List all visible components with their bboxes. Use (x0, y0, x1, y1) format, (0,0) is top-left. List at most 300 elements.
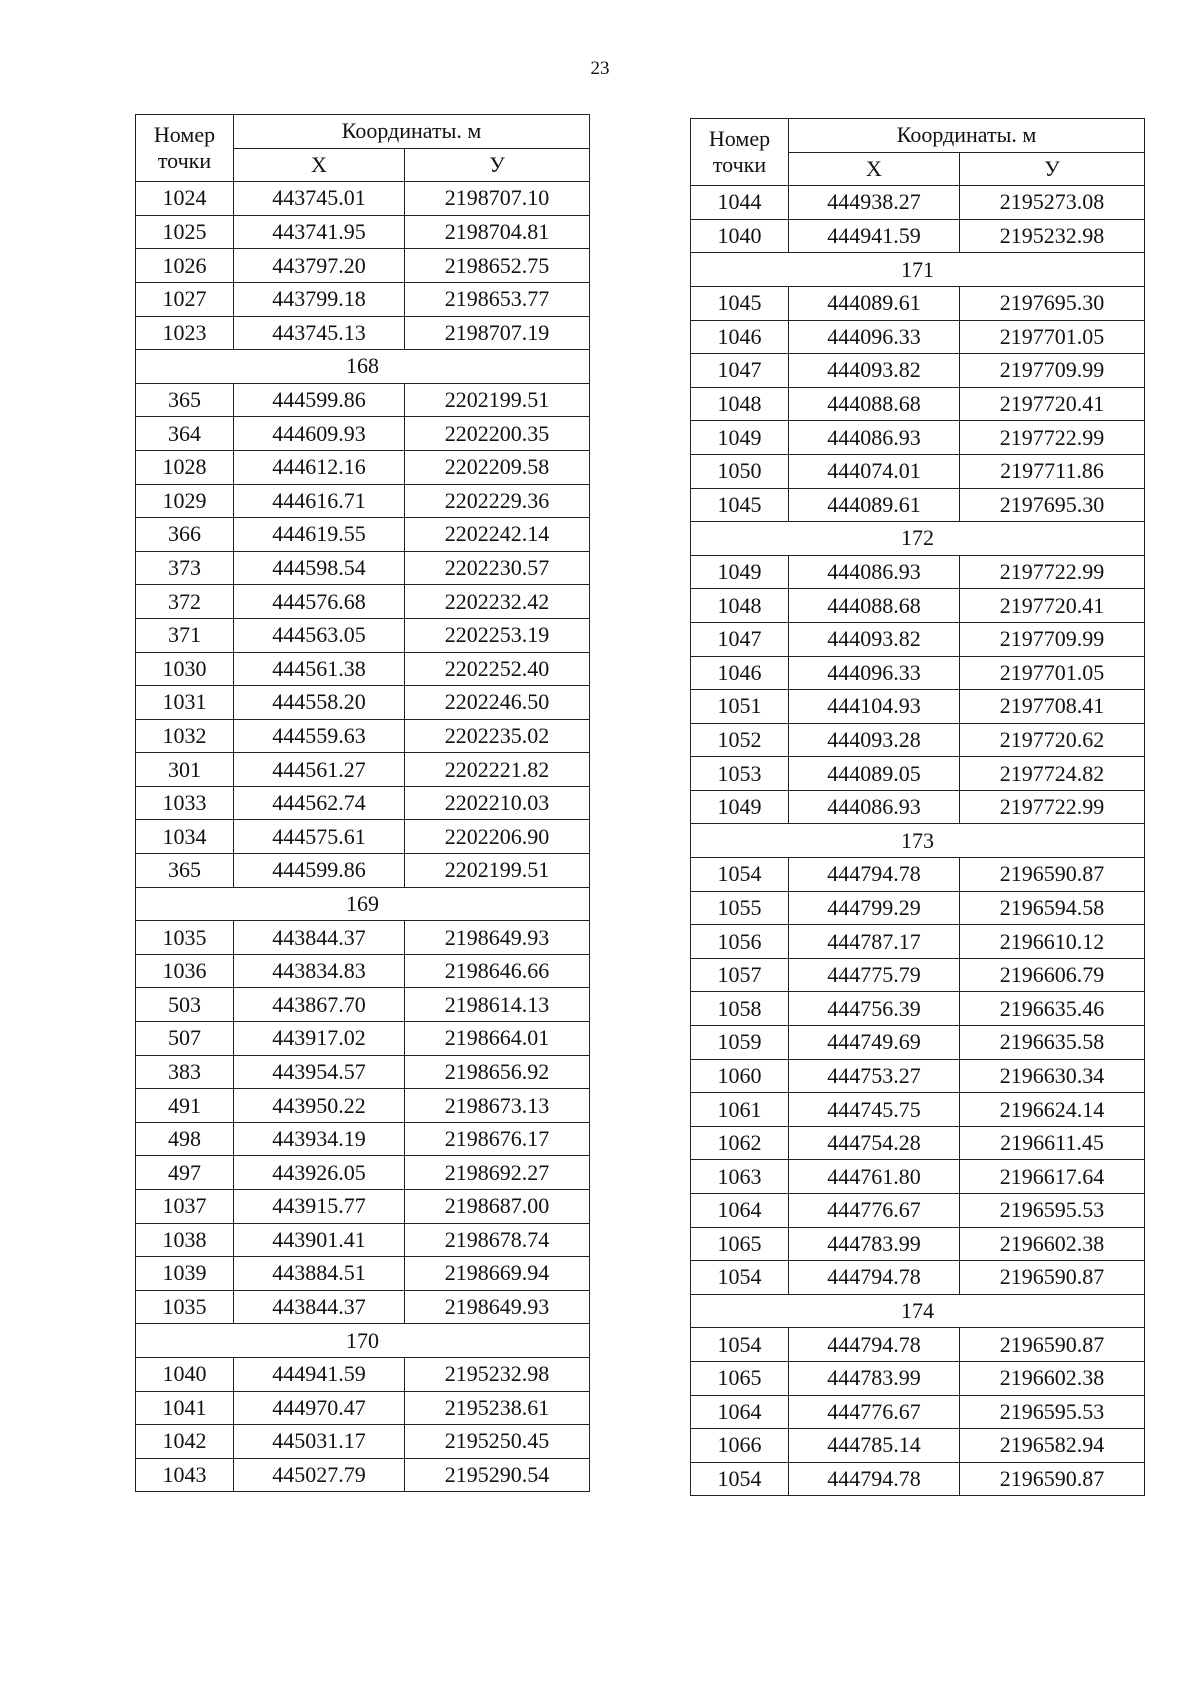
table-row (136, 1156, 590, 1190)
table-row (691, 1026, 1145, 1060)
x-coordinate-cell: 443797.20 (234, 249, 405, 283)
y-coordinate-cell: 2196635.46 (960, 992, 1145, 1026)
table-row (136, 1290, 590, 1324)
point-number-cell: 1039 (136, 1257, 234, 1291)
point-number-cell: 1054 (691, 858, 789, 892)
x-coordinate-cell: 443799.18 (234, 282, 405, 316)
x-coordinate-cell: 444612.16 (234, 450, 405, 484)
header-x: X (789, 152, 960, 186)
y-coordinate-cell: 2197720.62 (960, 723, 1145, 757)
y-coordinate-cell: 2202246.50 (405, 686, 590, 720)
x-coordinate-cell: 444756.39 (789, 992, 960, 1026)
table-row (691, 958, 1145, 992)
x-coordinate-cell: 445031.17 (234, 1425, 405, 1459)
y-coordinate-cell: 2197695.30 (960, 488, 1145, 522)
point-number-cell: 1046 (691, 656, 789, 690)
y-coordinate-cell: 2198707.10 (405, 182, 590, 216)
point-number-cell: 1034 (136, 820, 234, 854)
y-coordinate-cell: 2195250.45 (405, 1425, 590, 1459)
group-row (136, 887, 590, 921)
point-number-cell: 1054 (691, 1462, 789, 1496)
table-row (691, 320, 1145, 354)
y-coordinate-cell: 2196610.12 (960, 925, 1145, 959)
point-number-cell: 1054 (691, 1328, 789, 1362)
x-coordinate-cell: 444787.17 (789, 925, 960, 959)
group-label: 173 (691, 824, 1145, 858)
point-number-cell: 1046 (691, 320, 789, 354)
point-number-cell: 1053 (691, 757, 789, 791)
x-coordinate-cell: 444086.93 (789, 790, 960, 824)
y-coordinate-cell: 2196635.58 (960, 1026, 1145, 1060)
table-row (691, 286, 1145, 320)
coordinates-table-right (690, 118, 1145, 1496)
header-y: У (960, 152, 1145, 186)
table-row (136, 585, 590, 619)
table-row (691, 656, 1145, 690)
x-coordinate-cell: 443867.70 (234, 988, 405, 1022)
table-row (136, 786, 590, 820)
x-coordinate-cell: 444089.61 (789, 488, 960, 522)
y-coordinate-cell: 2198653.77 (405, 282, 590, 316)
table-row (691, 1328, 1145, 1362)
x-coordinate-cell: 444089.05 (789, 757, 960, 791)
x-coordinate-cell: 444783.99 (789, 1227, 960, 1261)
point-number-cell: 371 (136, 618, 234, 652)
point-number-cell: 1045 (691, 488, 789, 522)
y-coordinate-cell: 2197711.86 (960, 454, 1145, 488)
x-coordinate-cell: 444074.01 (789, 454, 960, 488)
table-row (691, 387, 1145, 421)
y-coordinate-cell: 2195290.54 (405, 1458, 590, 1492)
table-row (136, 686, 590, 720)
table-row (136, 1190, 590, 1224)
point-number-cell: 364 (136, 417, 234, 451)
y-coordinate-cell: 2202210.03 (405, 786, 590, 820)
point-number-cell: 1056 (691, 925, 789, 959)
table-row (136, 652, 590, 686)
y-coordinate-cell: 2198704.81 (405, 215, 590, 249)
point-number-cell: 383 (136, 1055, 234, 1089)
x-coordinate-cell: 443901.41 (234, 1223, 405, 1257)
x-coordinate-cell: 444749.69 (789, 1026, 960, 1060)
point-number-cell: 1032 (136, 719, 234, 753)
y-coordinate-cell: 2198649.93 (405, 921, 590, 955)
page-number: 23 (590, 58, 610, 79)
table-row (691, 589, 1145, 623)
table-row (136, 215, 590, 249)
point-number-cell: 1066 (691, 1429, 789, 1463)
y-coordinate-cell: 2202232.42 (405, 585, 590, 619)
point-number-cell: 1049 (691, 790, 789, 824)
header-y: У (405, 148, 590, 182)
y-coordinate-cell: 2198676.17 (405, 1122, 590, 1156)
y-coordinate-cell: 2195232.98 (405, 1357, 590, 1391)
point-number-cell: 1048 (691, 589, 789, 623)
y-coordinate-cell: 2197709.99 (960, 622, 1145, 656)
point-number-cell: 1033 (136, 786, 234, 820)
y-coordinate-cell: 2198646.66 (405, 954, 590, 988)
point-number-cell: 1040 (136, 1357, 234, 1391)
table-row (691, 1059, 1145, 1093)
y-coordinate-cell: 2196602.38 (960, 1361, 1145, 1395)
group-row (691, 522, 1145, 556)
table-row (691, 1395, 1145, 1429)
point-number-cell: 1028 (136, 450, 234, 484)
x-coordinate-cell: 444799.29 (789, 891, 960, 925)
x-coordinate-cell: 444096.33 (789, 656, 960, 690)
point-number-cell: 1031 (136, 686, 234, 720)
point-number-cell: 1049 (691, 421, 789, 455)
y-coordinate-cell: 2196590.87 (960, 1462, 1145, 1496)
y-coordinate-cell: 2196630.34 (960, 1059, 1145, 1093)
header-coordinates: Координаты. м (234, 115, 590, 149)
header-point-number: Номер точки (691, 119, 789, 186)
group-label: 172 (691, 522, 1145, 556)
group-label: 171 (691, 253, 1145, 287)
coordinates-table-left (135, 114, 590, 1492)
x-coordinate-cell: 443884.51 (234, 1257, 405, 1291)
y-coordinate-cell: 2202230.57 (405, 551, 590, 585)
x-coordinate-cell: 444559.63 (234, 719, 405, 753)
table-row (691, 488, 1145, 522)
y-coordinate-cell: 2202252.40 (405, 652, 590, 686)
x-coordinate-cell: 444794.78 (789, 858, 960, 892)
table-row (691, 1194, 1145, 1228)
table-row (691, 690, 1145, 724)
table-row (691, 858, 1145, 892)
table-row (691, 421, 1145, 455)
table-row (691, 1160, 1145, 1194)
y-coordinate-cell: 2196590.87 (960, 858, 1145, 892)
x-coordinate-cell: 444609.93 (234, 417, 405, 451)
y-coordinate-cell: 2202199.51 (405, 854, 590, 888)
y-coordinate-cell: 2197708.41 (960, 690, 1145, 724)
group-row (136, 1324, 590, 1358)
y-coordinate-cell: 2198614.13 (405, 988, 590, 1022)
x-coordinate-cell: 444599.86 (234, 383, 405, 417)
y-coordinate-cell: 2202242.14 (405, 518, 590, 552)
point-number-cell: 1052 (691, 723, 789, 757)
x-coordinate-cell: 444619.55 (234, 518, 405, 552)
group-label: 174 (691, 1294, 1145, 1328)
y-coordinate-cell: 2198692.27 (405, 1156, 590, 1190)
point-number-cell: 1060 (691, 1059, 789, 1093)
x-coordinate-cell: 444941.59 (789, 219, 960, 253)
table-row (691, 1126, 1145, 1160)
table-row (691, 1429, 1145, 1463)
point-number-cell: 1024 (136, 182, 234, 216)
x-coordinate-cell: 444938.27 (789, 186, 960, 220)
x-coordinate-cell: 444096.33 (789, 320, 960, 354)
y-coordinate-cell: 2202200.35 (405, 417, 590, 451)
table-row (136, 1425, 590, 1459)
x-coordinate-cell: 444088.68 (789, 387, 960, 421)
table-row (136, 1357, 590, 1391)
y-coordinate-cell: 2195232.98 (960, 219, 1145, 253)
group-label: 168 (136, 350, 590, 384)
group-row (691, 1294, 1145, 1328)
y-coordinate-cell: 2198678.74 (405, 1223, 590, 1257)
x-coordinate-cell: 444088.68 (789, 589, 960, 623)
x-coordinate-cell: 444616.71 (234, 484, 405, 518)
x-coordinate-cell: 443745.13 (234, 316, 405, 350)
table-row (136, 1257, 590, 1291)
point-number-cell: 1047 (691, 354, 789, 388)
point-number-cell: 491 (136, 1089, 234, 1123)
table-row (691, 1261, 1145, 1295)
table-row (136, 820, 590, 854)
point-number-cell: 301 (136, 753, 234, 787)
x-coordinate-cell: 443917.02 (234, 1022, 405, 1056)
x-coordinate-cell: 444575.61 (234, 820, 405, 854)
y-coordinate-cell: 2197722.99 (960, 790, 1145, 824)
point-number-cell: 1041 (136, 1391, 234, 1425)
point-number-cell: 1054 (691, 1261, 789, 1295)
x-coordinate-cell: 443954.57 (234, 1055, 405, 1089)
point-number-cell: 1025 (136, 215, 234, 249)
table-row (136, 249, 590, 283)
y-coordinate-cell: 2196624.14 (960, 1093, 1145, 1127)
point-number-cell: 1047 (691, 622, 789, 656)
x-coordinate-cell: 444562.74 (234, 786, 405, 820)
x-coordinate-cell: 444104.93 (789, 690, 960, 724)
x-coordinate-cell: 444745.75 (789, 1093, 960, 1127)
table-row (691, 454, 1145, 488)
y-coordinate-cell: 2197722.99 (960, 421, 1145, 455)
point-number-cell: 1036 (136, 954, 234, 988)
x-coordinate-cell: 444941.59 (234, 1357, 405, 1391)
y-coordinate-cell: 2196595.53 (960, 1395, 1145, 1429)
table-row (136, 450, 590, 484)
y-coordinate-cell: 2197695.30 (960, 286, 1145, 320)
x-coordinate-cell: 444785.14 (789, 1429, 960, 1463)
table-row (136, 954, 590, 988)
x-coordinate-cell: 443915.77 (234, 1190, 405, 1224)
x-coordinate-cell: 443741.95 (234, 215, 405, 249)
group-label: 170 (136, 1324, 590, 1358)
point-number-cell: 1049 (691, 555, 789, 589)
table-row (691, 925, 1145, 959)
point-number-cell: 1027 (136, 282, 234, 316)
x-coordinate-cell: 444093.28 (789, 723, 960, 757)
point-number-cell: 1064 (691, 1395, 789, 1429)
table-row (136, 1022, 590, 1056)
point-number-cell: 1064 (691, 1194, 789, 1228)
y-coordinate-cell: 2198673.13 (405, 1089, 590, 1123)
x-coordinate-cell: 444754.28 (789, 1126, 960, 1160)
point-number-cell: 1042 (136, 1425, 234, 1459)
y-coordinate-cell: 2198652.75 (405, 249, 590, 283)
y-coordinate-cell: 2195273.08 (960, 186, 1145, 220)
table-row (691, 622, 1145, 656)
table-row (136, 1122, 590, 1156)
y-coordinate-cell: 2202221.82 (405, 753, 590, 787)
table-row (136, 854, 590, 888)
x-coordinate-cell: 444086.93 (789, 421, 960, 455)
x-coordinate-cell: 444561.27 (234, 753, 405, 787)
table-row (691, 891, 1145, 925)
x-coordinate-cell: 444794.78 (789, 1261, 960, 1295)
point-number-cell: 1058 (691, 992, 789, 1026)
y-coordinate-cell: 2195238.61 (405, 1391, 590, 1425)
table-row (136, 988, 590, 1022)
point-number-cell: 1030 (136, 652, 234, 686)
y-coordinate-cell: 2202253.19 (405, 618, 590, 652)
x-coordinate-cell: 444783.99 (789, 1361, 960, 1395)
table-row (691, 1093, 1145, 1127)
y-coordinate-cell: 2196602.38 (960, 1227, 1145, 1261)
group-row (136, 350, 590, 384)
point-number-cell: 1029 (136, 484, 234, 518)
group-row (691, 824, 1145, 858)
y-coordinate-cell: 2202229.36 (405, 484, 590, 518)
group-label: 169 (136, 887, 590, 921)
y-coordinate-cell: 2202206.90 (405, 820, 590, 854)
y-coordinate-cell: 2202209.58 (405, 450, 590, 484)
x-coordinate-cell: 444086.93 (789, 555, 960, 589)
point-number-cell: 1038 (136, 1223, 234, 1257)
table-row (691, 1462, 1145, 1496)
point-number-cell: 366 (136, 518, 234, 552)
table-row (136, 518, 590, 552)
x-coordinate-cell: 444775.79 (789, 958, 960, 992)
table-row (136, 618, 590, 652)
point-number-cell: 1048 (691, 387, 789, 421)
x-coordinate-cell: 444776.67 (789, 1395, 960, 1429)
x-coordinate-cell: 444753.27 (789, 1059, 960, 1093)
point-number-cell: 503 (136, 988, 234, 1022)
point-number-cell: 1065 (691, 1361, 789, 1395)
point-number-cell: 1040 (691, 219, 789, 253)
y-coordinate-cell: 2202235.02 (405, 719, 590, 753)
y-coordinate-cell: 2196594.58 (960, 891, 1145, 925)
x-coordinate-cell: 445027.79 (234, 1458, 405, 1492)
table-row (691, 555, 1145, 589)
x-coordinate-cell: 444794.78 (789, 1462, 960, 1496)
x-coordinate-cell: 444599.86 (234, 854, 405, 888)
x-coordinate-cell: 444558.20 (234, 686, 405, 720)
table-row (691, 723, 1145, 757)
table-row (136, 921, 590, 955)
y-coordinate-cell: 2197709.99 (960, 354, 1145, 388)
x-coordinate-cell: 443844.37 (234, 921, 405, 955)
table-row (136, 383, 590, 417)
point-number-cell: 1026 (136, 249, 234, 283)
table-row (691, 1227, 1145, 1261)
point-number-cell: 1043 (136, 1458, 234, 1492)
x-coordinate-cell: 444561.38 (234, 652, 405, 686)
y-coordinate-cell: 2202199.51 (405, 383, 590, 417)
point-number-cell: 365 (136, 383, 234, 417)
table-row (691, 354, 1145, 388)
point-number-cell: 1065 (691, 1227, 789, 1261)
point-number-cell: 373 (136, 551, 234, 585)
x-coordinate-cell: 444563.05 (234, 618, 405, 652)
header-point-number: Номер точки (136, 115, 234, 182)
y-coordinate-cell: 2198656.92 (405, 1055, 590, 1089)
y-coordinate-cell: 2197720.41 (960, 589, 1145, 623)
point-number-cell: 507 (136, 1022, 234, 1056)
x-coordinate-cell: 443926.05 (234, 1156, 405, 1190)
y-coordinate-cell: 2196611.45 (960, 1126, 1145, 1160)
table-row (136, 1089, 590, 1123)
point-number-cell: 1062 (691, 1126, 789, 1160)
table-row (136, 753, 590, 787)
point-number-cell: 1061 (691, 1093, 789, 1127)
point-number-cell: 1055 (691, 891, 789, 925)
point-number-cell: 1044 (691, 186, 789, 220)
y-coordinate-cell: 2196590.87 (960, 1328, 1145, 1362)
x-coordinate-cell: 444093.82 (789, 622, 960, 656)
group-row (691, 253, 1145, 287)
y-coordinate-cell: 2196590.87 (960, 1261, 1145, 1295)
x-coordinate-cell: 444970.47 (234, 1391, 405, 1425)
point-number-cell: 1050 (691, 454, 789, 488)
y-coordinate-cell: 2198687.00 (405, 1190, 590, 1224)
table-row (691, 186, 1145, 220)
y-coordinate-cell: 2196595.53 (960, 1194, 1145, 1228)
x-coordinate-cell: 443934.19 (234, 1122, 405, 1156)
table-row (691, 219, 1145, 253)
table-row (136, 1055, 590, 1089)
header-x: X (234, 148, 405, 182)
y-coordinate-cell: 2198707.19 (405, 316, 590, 350)
x-coordinate-cell: 443844.37 (234, 1290, 405, 1324)
point-number-cell: 1059 (691, 1026, 789, 1060)
table-row (136, 417, 590, 451)
point-number-cell: 1035 (136, 1290, 234, 1324)
table-row (691, 757, 1145, 791)
table-row (136, 282, 590, 316)
point-number-cell: 497 (136, 1156, 234, 1190)
table-row (691, 1361, 1145, 1395)
point-number-cell: 1037 (136, 1190, 234, 1224)
point-number-cell: 1057 (691, 958, 789, 992)
x-coordinate-cell: 443834.83 (234, 954, 405, 988)
table-row (136, 1391, 590, 1425)
y-coordinate-cell: 2196617.64 (960, 1160, 1145, 1194)
table-row (691, 992, 1145, 1026)
x-coordinate-cell: 444089.61 (789, 286, 960, 320)
table-row (136, 484, 590, 518)
x-coordinate-cell: 443745.01 (234, 182, 405, 216)
point-number-cell: 365 (136, 854, 234, 888)
table-row (136, 1223, 590, 1257)
y-coordinate-cell: 2196582.94 (960, 1429, 1145, 1463)
table-row (136, 316, 590, 350)
header-coordinates: Координаты. м (789, 119, 1145, 153)
y-coordinate-cell: 2197722.99 (960, 555, 1145, 589)
y-coordinate-cell: 2196606.79 (960, 958, 1145, 992)
point-number-cell: 1045 (691, 286, 789, 320)
x-coordinate-cell: 444598.54 (234, 551, 405, 585)
table-row (691, 790, 1145, 824)
x-coordinate-cell: 444794.78 (789, 1328, 960, 1362)
y-coordinate-cell: 2197724.82 (960, 757, 1145, 791)
x-coordinate-cell: 444576.68 (234, 585, 405, 619)
y-coordinate-cell: 2198669.94 (405, 1257, 590, 1291)
point-number-cell: 1051 (691, 690, 789, 724)
y-coordinate-cell: 2198649.93 (405, 1290, 590, 1324)
point-number-cell: 1035 (136, 921, 234, 955)
y-coordinate-cell: 2197720.41 (960, 387, 1145, 421)
point-number-cell: 1063 (691, 1160, 789, 1194)
point-number-cell: 498 (136, 1122, 234, 1156)
point-number-cell: 1023 (136, 316, 234, 350)
y-coordinate-cell: 2197701.05 (960, 320, 1145, 354)
table-row (136, 551, 590, 585)
x-coordinate-cell: 444093.82 (789, 354, 960, 388)
